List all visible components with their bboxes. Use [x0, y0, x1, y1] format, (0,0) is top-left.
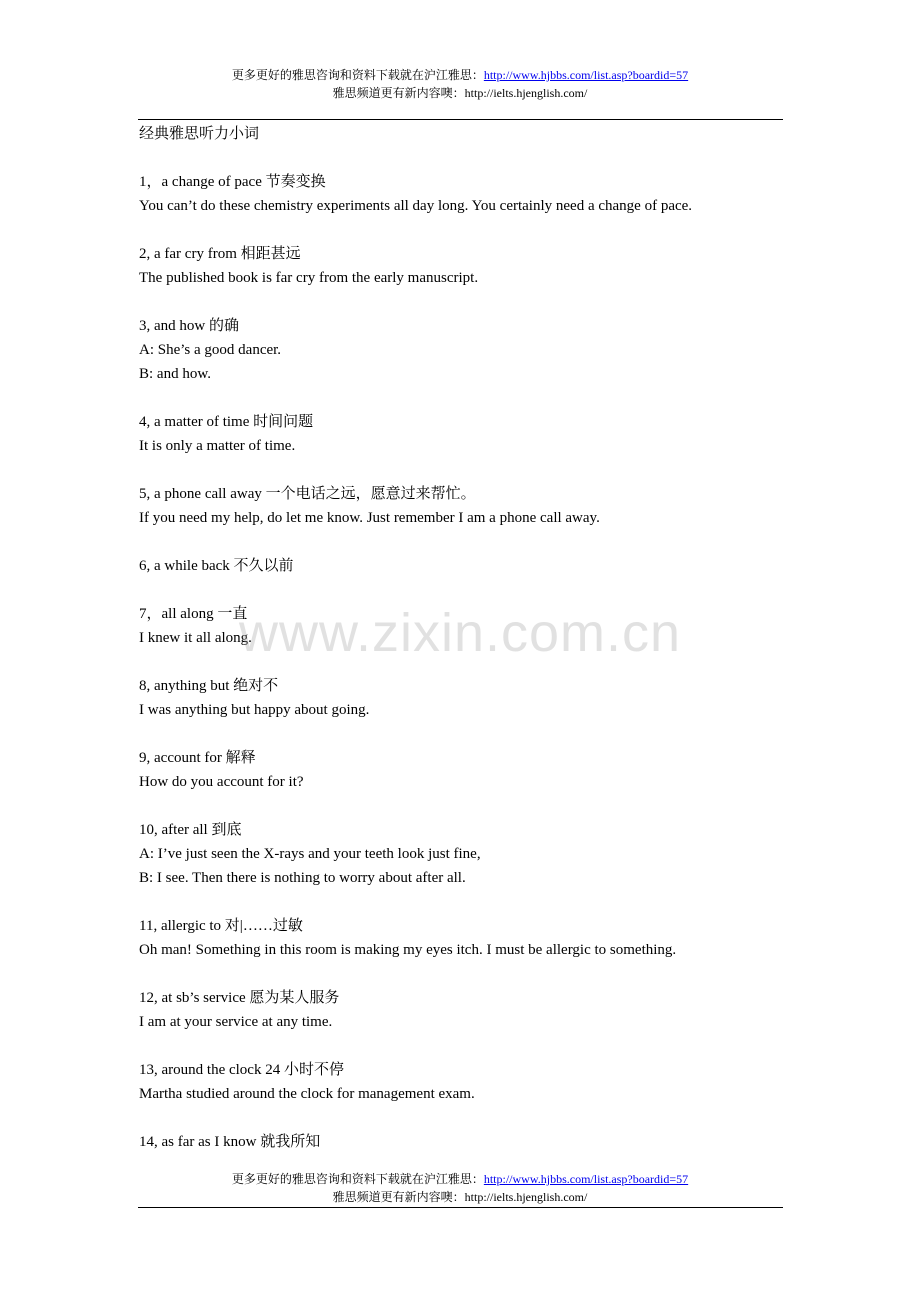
page-header: [0, 66, 920, 102]
entry-phrase: 2, a far cry from 相距甚远: [139, 246, 301, 262]
entry: [139, 746, 789, 794]
footer-promo-text: 更多更好的雅思咨询和资料下载就在沪江雅思：: [231, 1172, 484, 1186]
entry-phrase: 12, at sb’s service 愿为某人服务: [139, 990, 340, 1006]
document-title: 经典雅思听力小词: [139, 126, 260, 142]
footer-line-1: [0, 1170, 920, 1188]
entry-example: Oh man! Something in this room is making my eyes itch. I must be allergic to something.: [139, 942, 677, 958]
entry-phrase: 3, and how 的确: [139, 318, 239, 334]
footer-line-2: 雅思频道更有新内容噢：http://ielts.hjenglish.com/: [332, 1190, 588, 1204]
footer-rule: [138, 1207, 783, 1208]
entry-phrase: 7，all along 一直: [139, 606, 248, 622]
header-line-1: [0, 66, 920, 84]
entry: [139, 818, 789, 890]
entry-phrase: 1，a change of pace 节奏变换: [139, 174, 326, 190]
entry: [139, 1058, 789, 1106]
entry-example: A: I’ve just seen the X-rays and your teeth look just fine,: [139, 846, 481, 862]
header-rule: [138, 119, 783, 120]
entry-phrase: 10, after all 到底: [139, 822, 242, 838]
entry: [139, 410, 789, 458]
entry-phrase: 13, around the clock 24 小时不停: [139, 1062, 344, 1078]
entry-example: How do you account for it?: [139, 774, 304, 790]
entry-phrase: 9, account for 解释: [139, 750, 256, 766]
entry-phrase: 4, a matter of time 时间问题: [139, 414, 314, 430]
entry-phrase: 14, as far as I know 就我所知: [139, 1134, 321, 1150]
entry: [139, 482, 789, 530]
entry-phrase: 11, allergic to 对|……过敏: [139, 918, 303, 934]
entry: [139, 986, 789, 1034]
entry: [139, 674, 789, 722]
entry: [139, 314, 789, 386]
page-footer: [0, 1170, 920, 1206]
entry: [139, 1130, 789, 1154]
entry-example: I am at your service at any time.: [139, 1014, 333, 1030]
entry: [139, 602, 789, 650]
header-line-2: 雅思频道更有新内容噢：http://ielts.hjenglish.com/: [332, 86, 588, 100]
entry-example: It is only a matter of time.: [139, 438, 296, 454]
entry-example: You can’t do these chemistry experiments all day long. You certainly need a change of pace.: [139, 198, 693, 214]
entry-example: B: I see. Then there is nothing to worry about after all.: [139, 870, 466, 886]
header-promo-text: 更多更好的雅思咨询和资料下载就在沪江雅思：: [231, 68, 484, 82]
footer-forum-link[interactable]: http://www.hjbbs.com/list.asp?boardid=57: [483, 1172, 689, 1186]
entry: [139, 554, 789, 578]
entry-example: The published book is far cry from the early manuscript.: [139, 270, 479, 286]
entry-example: B: and how.: [139, 366, 211, 382]
entry: [139, 914, 789, 962]
entry: [139, 242, 789, 290]
entry-phrase: 6, a while back 不久以前: [139, 558, 294, 574]
watermark: www.zixin.com.cn: [238, 603, 682, 663]
header-forum-link[interactable]: http://www.hjbbs.com/list.asp?boardid=57: [483, 68, 689, 82]
entry-example: A: She’s a good dancer.: [139, 342, 282, 358]
entry-list: [139, 170, 789, 1178]
entry-example: If you need my help, do let me know. Just remember I am a phone call away.: [139, 510, 600, 526]
entry-phrase: 5, a phone call away 一个电话之远，愿意过来帮忙。: [139, 486, 476, 502]
entry-example: I knew it all along.: [139, 630, 252, 646]
entry-example: I was anything but happy about going.: [139, 702, 370, 718]
entry: [139, 170, 789, 218]
entry-example: Martha studied around the clock for management exam.: [139, 1086, 475, 1102]
entry-phrase: 8, anything but 绝对不: [139, 678, 279, 694]
